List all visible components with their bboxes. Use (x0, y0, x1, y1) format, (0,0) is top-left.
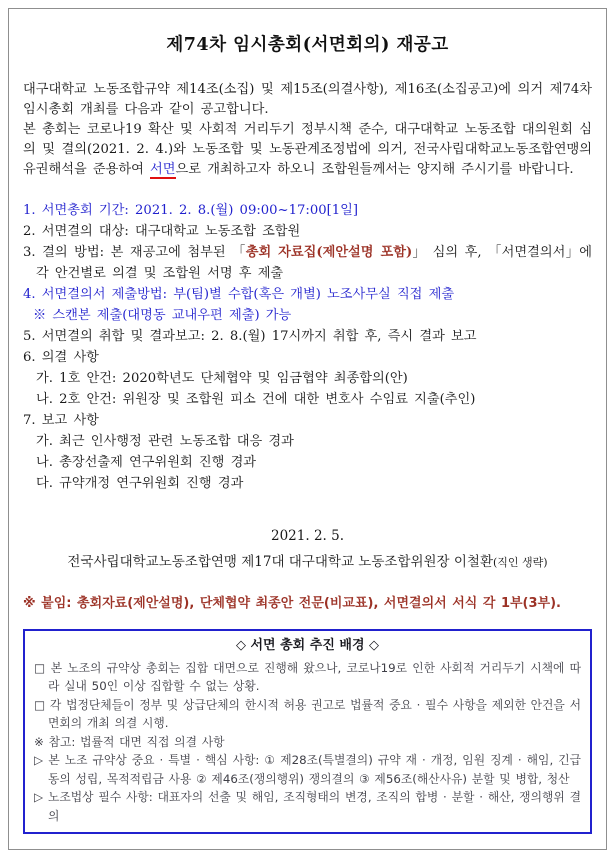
agenda-item-6b: 나. 2호 안건: 위원장 및 조합원 피소 건에 대한 변호사 수임료 지출(추인) (36, 392, 476, 407)
intro-paragraph-1: 대구대학교 노동조합규약 제14조(소집) 및 제15조(의결사항), 제16조(소집공고)에 의거 제74차 임시총회 개최를 다음과 같이 공고합니다. (23, 82, 592, 117)
attachment-note: ※ 붙임: 총회자료(제안설명), 단체협약 최종안 전문(비교표), 서면결의서 서식 각 1부(3부). (23, 596, 561, 611)
intro-paragraph-2-tail: 으로 개최하고자 하오니 조합원들께서는 양지해 주시기를 바랍니다. (175, 162, 574, 177)
agenda-item-1: 1. 서면총회 기간: 2021. 2. 8.(월) 09:00~17:00[1일] (23, 203, 359, 218)
agenda-item-7: 7. 보고 사항 (23, 413, 99, 428)
agenda-item-3-emphasis: 총회 자료집(제안설명 포함) (245, 245, 413, 260)
agenda-item-4: 4. 서면결의서 제출방법: 부(팀)별 수합(혹은 개별) 노조사무실 직접 제출 (23, 287, 455, 302)
agenda-item-3-tail: 」 심의 후, 「서면결의서」에 각 안건별로 의결 및 조합원 서명 후 제출 (36, 245, 593, 281)
agenda-item-7c: 다. 규약개정 연구위원회 진행 경과 (36, 476, 244, 491)
notice-date: 2021. 2. 5. (271, 528, 344, 544)
agenda-item-7a: 가. 최근 인사행정 관련 노동조합 대응 경과 (36, 434, 294, 449)
background-box-item-2: □ 각 법정단체들이 정부 및 상급단체의 한시적 허용 권고로 법률적 중요 · 필수 사항을 제외한 안건을 서면회의 개최 의결 시행. (34, 697, 581, 730)
agenda-item-4-note: ※ 스캔본 제출(대명동 교내우편 제출) 가능 (33, 308, 292, 323)
intro-paragraph-2 (23, 120, 592, 180)
agenda-item-6a: 가. 1호 안건: 2020학년도 단체협약 및 임금협약 최종합의(안) (36, 371, 408, 386)
agenda-item-2: 2. 서면결의 대상: 대구대학교 노동조합 조합원 (23, 224, 301, 239)
intro-section (23, 80, 592, 180)
signature-text: 전국사립대학교노동조합연맹 제17대 대구대학교 노동조합위원장 이철환 (67, 554, 493, 570)
agenda-item-5: 5. 서면결의 취합 및 결과보고: 2. 8.(월) 17시까지 취합 후, 즉시 결과 보고 (23, 329, 477, 344)
background-box-item-1: □ 본 노조의 규약상 총회는 집합 대면으로 진행해 왔으나, 코로나19로 인한 사회적 거리두기 시책에 따라 실내 50인 이상 집합할 수 없는 상황. (34, 660, 581, 693)
agenda-item-3-text: 3. 결의 방법: 본 재공고에 첨부된 「 (23, 245, 246, 260)
page-border-frame (8, 8, 607, 850)
agenda-list (23, 200, 592, 494)
agenda-item-7b: 나. 총장선출제 연구위원회 진행 경과 (36, 455, 257, 470)
written-meeting-highlight: 서면 (150, 162, 176, 177)
background-box-item-5: ▷ 노조법상 필수 사항: 대표자의 선출 및 해임, 조직형태의 변경, 조직의 합병 · 분할 · 해산, 쟁의행위 결의 (34, 790, 581, 823)
agenda-item-6: 6. 의결 사항 (23, 350, 99, 365)
agenda-item-3 (23, 242, 592, 284)
signature-line (23, 550, 592, 570)
background-box-item-4: ▷ 본 노조 규약상 중요 · 특별 · 핵심 사항: ① 제28조(특별결의) 규약 재 · 개정, 임원 징계 · 해임, 긴급동의 성립, 목적적립금 사용 ② 제46조(쟁의행위) 쟁의결의 ③ 제56조(해산사유) 분할 및 병합, 청산 (34, 753, 581, 786)
background-box (23, 629, 592, 834)
background-box-item-3: ※ 참고: 법률적 대면 직접 의결 사항 (34, 734, 225, 749)
background-box-title: ◇ 서면 총회 추진 배경 ◇ (235, 638, 380, 653)
intro-paragraph-2-text: 본 총회는 코로나19 확산 및 사회적 거리두기 정부시책 준수, 대구대학교 노동조합 대의원회 심의 및 결의(2021. 2. 4.)와 노동조합 및 노동관계조정법에 의거, 전국사립대학교노동조합연맹의 유권해석을 준용하여 (23, 122, 592, 177)
notice-title: 제74차 임시총회(서면회의) 재공고 (166, 35, 449, 55)
seal-omitted-note: (직인 생략) (492, 556, 548, 569)
